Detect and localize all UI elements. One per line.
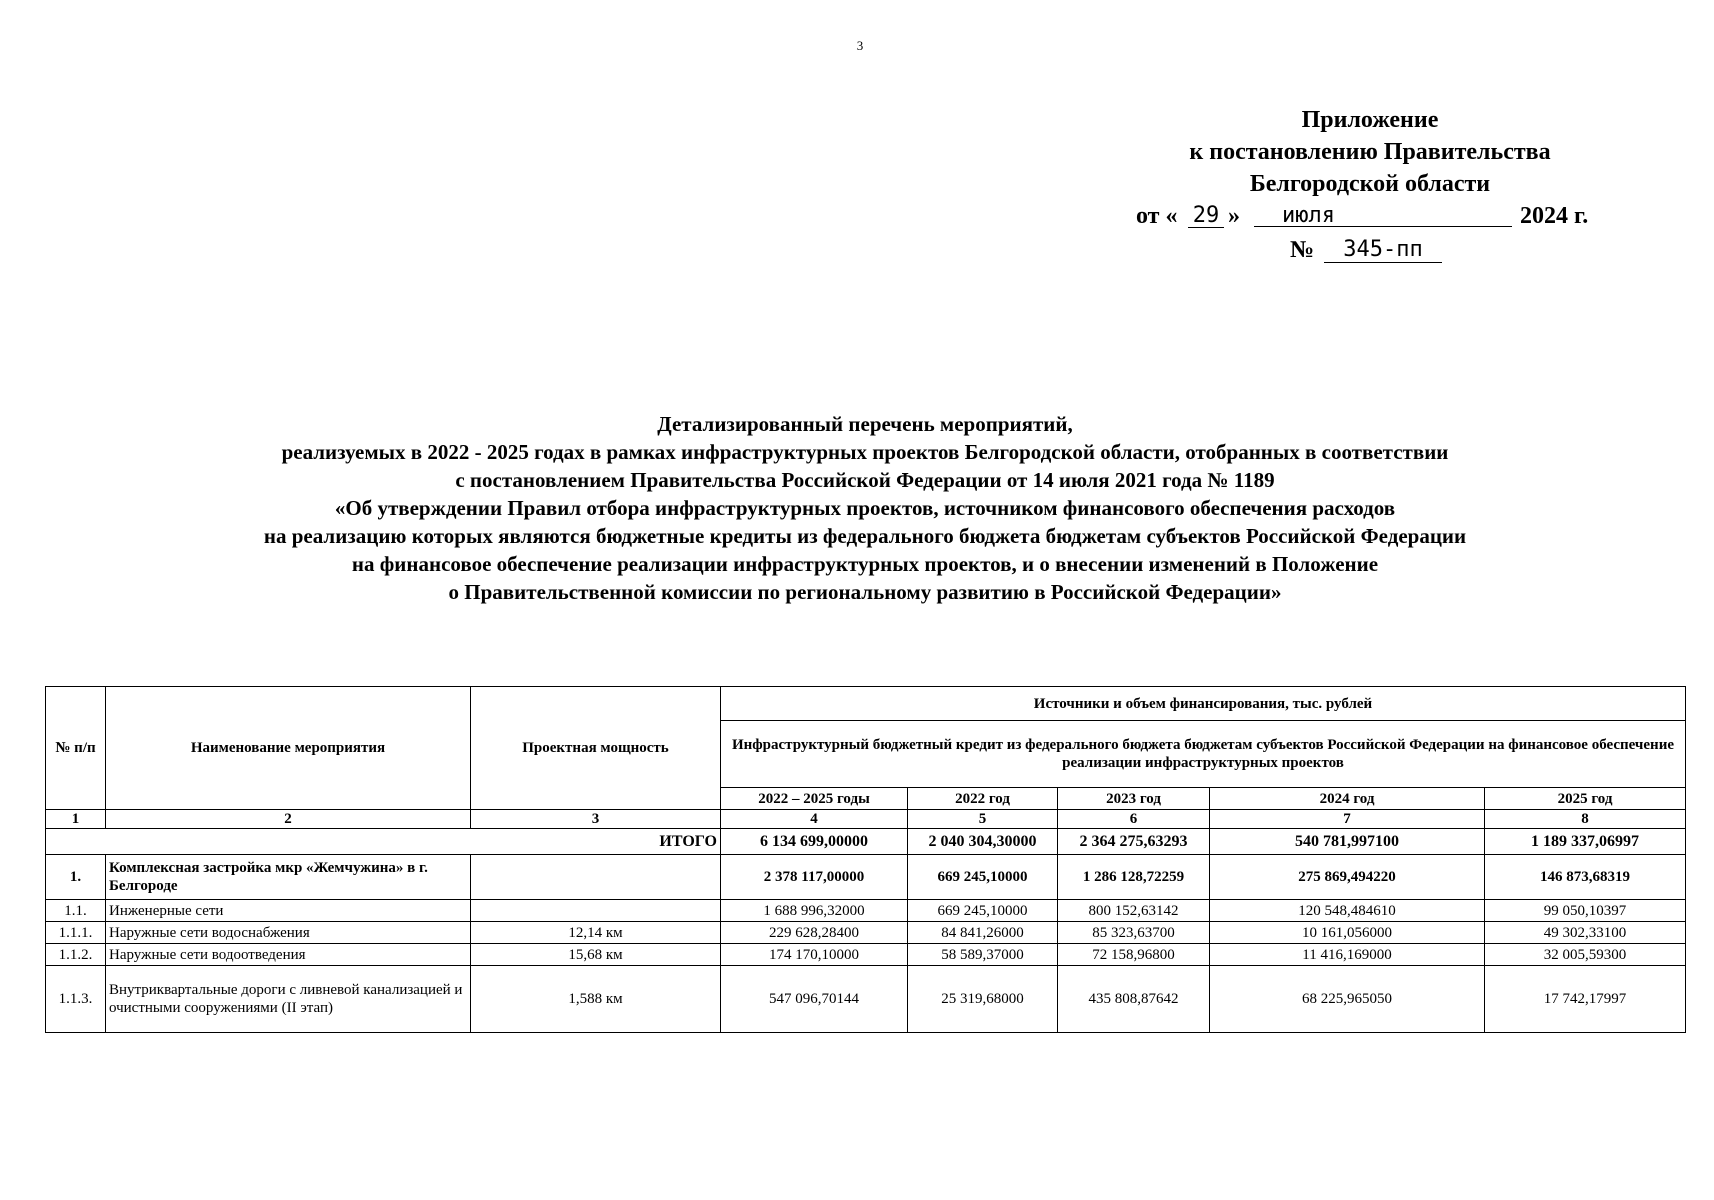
- total-value: 6 134 699,00000: [721, 829, 908, 855]
- column-number: 7: [1210, 810, 1485, 829]
- total-label: ИТОГО: [46, 829, 721, 855]
- row-capacity: 1,588 км: [471, 966, 721, 1033]
- row-value: 1 688 996,32000: [721, 900, 908, 922]
- appendix-title: Приложение: [1301, 107, 1439, 133]
- column-number: 5: [908, 810, 1058, 829]
- decree-date: [1136, 200, 1606, 232]
- title-line: реализуемых в 2022 - 2025 годах в рамках инфраструктурных проектов Белгородской области, отобранных в соответствии: [281, 440, 1449, 464]
- total-value: 1 189 337,06997: [1485, 829, 1686, 855]
- row-num: 1.1.2.: [46, 944, 106, 966]
- column-number: 8: [1485, 810, 1686, 829]
- title-line: Детализированный перечень мероприятий,: [657, 412, 1073, 436]
- total-row: [46, 829, 1686, 855]
- header-capacity: Проектная мощность: [471, 687, 721, 810]
- header-year: 2025 год: [1485, 788, 1686, 810]
- column-number: 2: [106, 810, 471, 829]
- decree-number: [1290, 234, 1490, 266]
- column-number: 3: [471, 810, 721, 829]
- date-month: июля: [1254, 200, 1512, 227]
- header-credit: Инфраструктурный бюджетный кредит из федерального бюджета бюджетам субъектов Российской Федерации на финансовое обеспечение реализации инфраструктурных проектов: [721, 721, 1686, 788]
- appendix-header: [1136, 104, 1600, 263]
- row-capacity: 12,14 км: [471, 922, 721, 944]
- row-value: 85 323,63700: [1058, 922, 1210, 944]
- table-row: [46, 966, 1686, 1033]
- header-year: 2022 год: [908, 788, 1058, 810]
- row-value: 146 873,68319: [1485, 855, 1686, 900]
- row-name: Инженерные сети: [106, 900, 471, 922]
- row-num: 1.1.: [46, 900, 106, 922]
- row-value: 275 869,494220: [1210, 855, 1485, 900]
- total-value: 2 040 304,30000: [908, 829, 1058, 855]
- title-line: о Правительственной комиссии по региональному развитию в Российской Федерации»: [448, 580, 1282, 604]
- row-num: 1.1.1.: [46, 922, 106, 944]
- row-num: 1.: [46, 855, 106, 900]
- row-value: 1 286 128,72259: [1058, 855, 1210, 900]
- row-value: 669 245,10000: [908, 900, 1058, 922]
- row-value: 547 096,70144: [721, 966, 908, 1033]
- date-prefix: от «: [1136, 203, 1178, 229]
- table-row: [46, 900, 1686, 922]
- header-sources: Источники и объем финансирования, тыс. рублей: [721, 687, 1686, 721]
- row-value: 174 170,10000: [721, 944, 908, 966]
- appendix-region: Белгородской области: [1249, 171, 1491, 197]
- title-line: на финансовое обеспечение реализации инфраструктурных проектов, и о внесении изменений в Положение: [351, 552, 1379, 576]
- title-line: «Об утверждении Правил отбора инфраструктурных проектов, источником финансового обеспечения расходов: [334, 496, 1396, 520]
- row-capacity: [471, 855, 721, 900]
- date-quote: »: [1228, 203, 1240, 229]
- row-value: 68 225,965050: [1210, 966, 1485, 1033]
- number-value: 345-пп: [1324, 234, 1442, 263]
- header-year: 2022 – 2025 годы: [721, 788, 908, 810]
- header-year: 2023 год: [1058, 788, 1210, 810]
- column-number: 4: [721, 810, 908, 829]
- date-year: 2024 г.: [1520, 203, 1589, 229]
- row-value: 58 589,37000: [908, 944, 1058, 966]
- row-value: 32 005,59300: [1485, 944, 1686, 966]
- row-value: 2 378 117,00000: [721, 855, 908, 900]
- row-capacity: 15,68 км: [471, 944, 721, 966]
- row-value: 800 152,63142: [1058, 900, 1210, 922]
- appendix-decree: к постановлению Правительства: [1189, 139, 1551, 165]
- table-row: [46, 944, 1686, 966]
- row-name: Внутриквартальные дороги с ливневой канализацией и очистными сооружениями (II этап): [106, 966, 471, 1033]
- financing-table: [45, 686, 1686, 1033]
- table-row: [46, 922, 1686, 944]
- header-name: Наименование мероприятия: [106, 687, 471, 810]
- row-value: 11 416,169000: [1210, 944, 1485, 966]
- row-name: Наружные сети водоотведения: [106, 944, 471, 966]
- date-day: 29: [1188, 200, 1224, 228]
- row-value: 435 808,87642: [1058, 966, 1210, 1033]
- table-row: [46, 855, 1686, 900]
- document-title: [80, 410, 1650, 606]
- row-value: 99 050,10397: [1485, 900, 1686, 922]
- header-year: 2024 год: [1210, 788, 1485, 810]
- header-num: № п/п: [46, 687, 106, 810]
- total-value: 540 781,997100: [1210, 829, 1485, 855]
- row-value: 120 548,484610: [1210, 900, 1485, 922]
- column-number: 6: [1058, 810, 1210, 829]
- row-value: 17 742,17997: [1485, 966, 1686, 1033]
- row-value: 72 158,96800: [1058, 944, 1210, 966]
- row-value: 669 245,10000: [908, 855, 1058, 900]
- title-line: с постановлением Правительства Российской Федерации от 14 июля 2021 года № 1189: [455, 468, 1275, 492]
- page-number: 3: [856, 38, 864, 53]
- row-value: 229 628,28400: [721, 922, 908, 944]
- row-value: 10 161,056000: [1210, 922, 1485, 944]
- row-value: 49 302,33100: [1485, 922, 1686, 944]
- column-number: 1: [46, 810, 106, 829]
- number-prefix: №: [1290, 237, 1315, 263]
- row-value: 84 841,26000: [908, 922, 1058, 944]
- row-capacity: [471, 900, 721, 922]
- total-value: 2 364 275,63293: [1058, 829, 1210, 855]
- row-num: 1.1.3.: [46, 966, 106, 1033]
- row-name: Комплексная застройка мкр «Жемчужина» в г. Белгороде: [106, 855, 471, 900]
- row-value: 25 319,68000: [908, 966, 1058, 1033]
- title-line: на реализацию которых являются бюджетные кредиты из федерального бюджета бюджетам субъектов Российской Федерации: [263, 524, 1467, 548]
- row-name: Наружные сети водоснабжения: [106, 922, 471, 944]
- column-number-row: [46, 810, 1686, 829]
